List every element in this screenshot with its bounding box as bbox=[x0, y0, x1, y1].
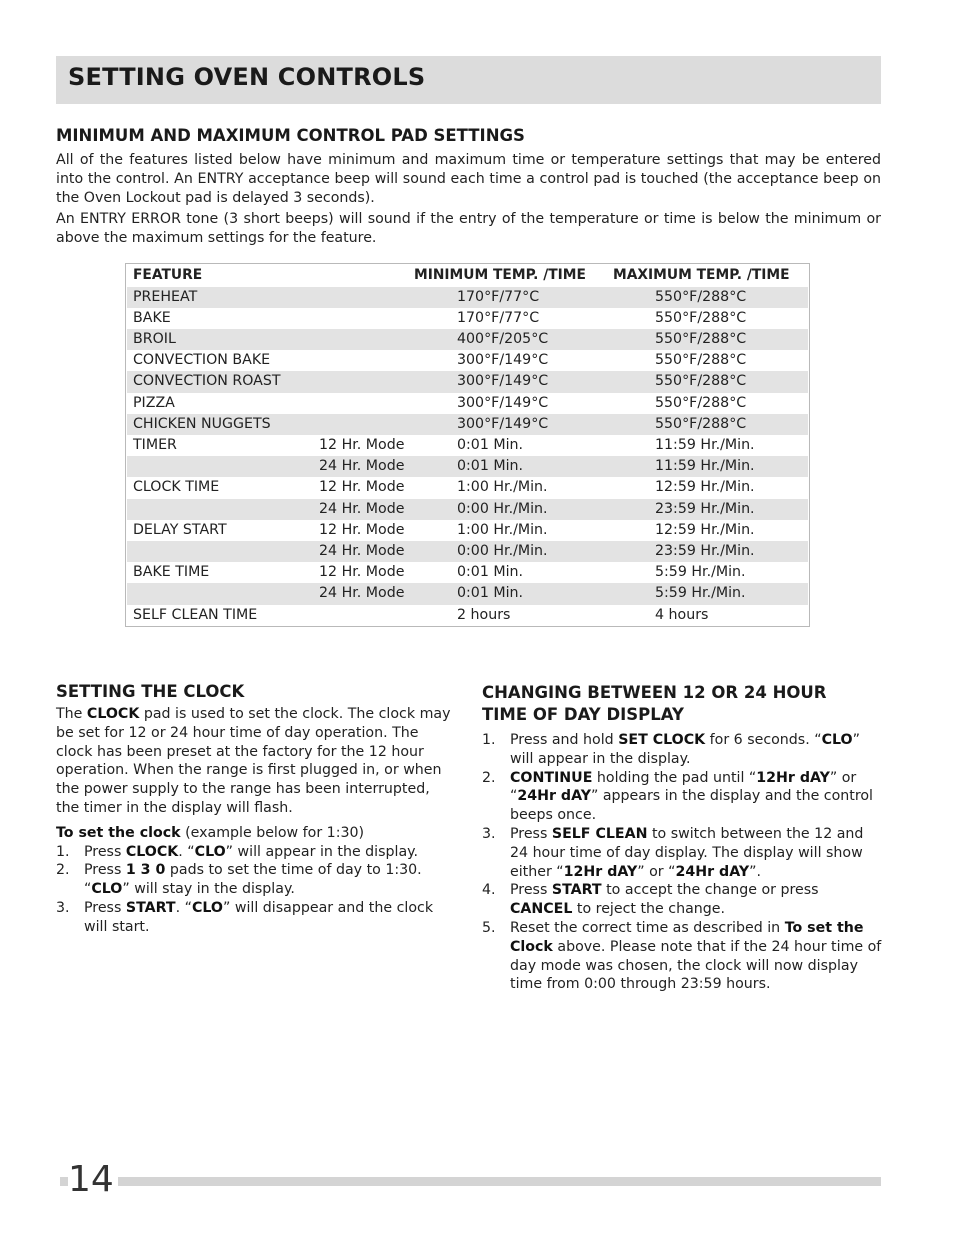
table-row bbox=[127, 541, 808, 562]
to-set-clock-subhead bbox=[56, 824, 456, 843]
maximum-cell: 550°F/288°C bbox=[655, 288, 747, 305]
table-row bbox=[127, 329, 808, 350]
maximum-cell: 12:59 Hr./Min. bbox=[655, 479, 755, 496]
setting-clock-heading: SETTING THE CLOCK bbox=[56, 682, 245, 701]
list-item bbox=[56, 899, 456, 937]
bold-text: CLO bbox=[194, 843, 226, 860]
minimum-cell: 300°F/149°C bbox=[457, 352, 549, 369]
bold-text: SELF CLEAN bbox=[551, 825, 648, 842]
text: ” will stay in the display. bbox=[122, 881, 295, 898]
changing-display-section bbox=[482, 682, 882, 994]
text: ”. bbox=[749, 863, 761, 880]
minimum-cell: 0:01 Min. bbox=[457, 564, 524, 581]
table-row bbox=[127, 393, 808, 414]
step-number: 2. bbox=[482, 769, 496, 786]
bold-text: 12Hr dAY bbox=[756, 769, 830, 786]
table-row bbox=[127, 605, 808, 626]
minimum-cell: 300°F/149°C bbox=[457, 415, 549, 432]
settings-table bbox=[125, 263, 810, 627]
bold-text: 12Hr dAY bbox=[563, 863, 638, 880]
bold-text: CLO bbox=[821, 732, 853, 748]
header-feature: FEATURE bbox=[133, 267, 203, 283]
minimum-cell: 300°F/149°C bbox=[457, 394, 549, 411]
step-number: 3. bbox=[482, 825, 496, 842]
text: to accept the change or press bbox=[601, 882, 819, 899]
page-number: 14 bbox=[68, 1158, 118, 1202]
table-row bbox=[127, 435, 808, 456]
text: for 6 seconds. “ bbox=[705, 732, 822, 748]
mode-cell: 12 Hr. Mode bbox=[319, 564, 405, 581]
table-row bbox=[127, 414, 808, 435]
list-item bbox=[482, 881, 882, 919]
intro-paragraph-1: All of the features listed below have minimum and maximum time or temperature settings that may be entered into the control. An ENTRY acceptance beep will sound each time a control pad is touched (the acceptance beep on the Oven Lockout pad is delayed 3 seconds). bbox=[56, 152, 881, 206]
clock-steps bbox=[56, 843, 456, 937]
bold-text: CANCEL bbox=[510, 901, 573, 918]
maximum-cell: 550°F/288°C bbox=[655, 394, 747, 411]
text: Reset the correct time as described in bbox=[510, 919, 785, 936]
step-number: 4. bbox=[482, 882, 496, 899]
maximum-cell: 23:59 Hr./Min. bbox=[655, 500, 755, 517]
minimum-cell: 1:00 Hr./Min. bbox=[457, 521, 548, 538]
table-row bbox=[127, 350, 808, 371]
footer-bar bbox=[60, 1177, 881, 1186]
feature-cell: BAKE bbox=[133, 309, 171, 326]
step-number: 2. bbox=[56, 862, 70, 879]
feature-cell: CONVECTION ROAST bbox=[133, 373, 281, 390]
bold-text: 24Hr dAY bbox=[517, 788, 591, 805]
text: holding the pad until “ bbox=[592, 769, 757, 786]
text: ” or “ bbox=[637, 863, 676, 880]
minimum-cell: 300°F/149°C bbox=[457, 373, 549, 390]
mode-cell: 24 Hr. Mode bbox=[319, 585, 405, 602]
feature-cell: BAKE TIME bbox=[133, 564, 210, 581]
bold-text: SET CLOCK bbox=[618, 732, 706, 748]
changing-steps bbox=[482, 731, 882, 994]
feature-cell: CONVECTION BAKE bbox=[133, 352, 271, 369]
text: The bbox=[56, 706, 87, 722]
minimum-cell: 0:00 Hr./Min. bbox=[457, 500, 548, 517]
bold-text: START bbox=[125, 899, 176, 916]
maximum-cell: 550°F/288°C bbox=[655, 331, 747, 347]
text: pad is used to set the clock. The clock may be set for 12 or 24 hour time of day operation. The clock has been preset at the factory for the 12 hour operation. When the range is first plugged in, or when the power supply to the range has been interrupted, the timer in the display will flash. bbox=[56, 706, 451, 816]
bold-text: CONTINUE bbox=[510, 769, 593, 786]
header-minimum: MINIMUM TEMP. /TIME bbox=[414, 267, 586, 283]
text: pads to set the time of day to 1:30. “ bbox=[84, 862, 422, 898]
table-row bbox=[127, 371, 808, 392]
bold-text: 1 3 0 bbox=[125, 862, 166, 879]
table-row bbox=[127, 520, 808, 541]
bold-text: 24Hr dAY bbox=[675, 863, 750, 880]
text: ” will appear in the display. bbox=[510, 732, 860, 767]
text: Press and hold bbox=[510, 732, 619, 748]
feature-cell: BROIL bbox=[133, 331, 176, 347]
text: . “ bbox=[178, 843, 195, 860]
list-item bbox=[482, 731, 882, 769]
maximum-cell: 550°F/288°C bbox=[655, 309, 747, 326]
table-row bbox=[127, 287, 808, 308]
feature-cell: TIMER bbox=[133, 437, 177, 453]
maximum-cell: 11:59 Hr./Min. bbox=[655, 437, 755, 453]
step-number: 5. bbox=[482, 919, 496, 936]
table-row bbox=[127, 477, 808, 498]
subhead-rest: (example below for 1:30) bbox=[180, 824, 365, 841]
page-title: SETTING OVEN CONTROLS bbox=[68, 63, 426, 91]
table-row bbox=[127, 562, 808, 583]
mode-cell: 12 Hr. Mode bbox=[319, 521, 405, 538]
list-item bbox=[56, 843, 456, 862]
list-item bbox=[482, 919, 882, 994]
intro-section bbox=[56, 126, 881, 248]
table-row bbox=[127, 308, 808, 329]
feature-cell: SELF CLEAN TIME bbox=[133, 606, 258, 623]
text: ” or “ bbox=[510, 769, 857, 805]
mode-cell: 24 Hr. Mode bbox=[319, 458, 405, 475]
list-item bbox=[482, 825, 882, 881]
minimum-cell: 0:01 Min. bbox=[457, 585, 524, 602]
minimum-cell: 0:01 Min. bbox=[457, 437, 524, 453]
text: Press bbox=[84, 899, 126, 916]
maximum-cell: 5:59 Hr./Min. bbox=[655, 585, 746, 602]
maximum-cell: 550°F/288°C bbox=[655, 352, 747, 369]
maximum-cell: 550°F/288°C bbox=[655, 373, 747, 390]
setting-clock-section bbox=[56, 682, 456, 937]
bold-text: CLO bbox=[91, 881, 123, 898]
minimum-cell: 400°F/205°C bbox=[457, 331, 549, 347]
text: ” will disappear and the clock will start. bbox=[84, 899, 434, 935]
minimum-cell: 170°F/77°C bbox=[457, 309, 540, 326]
changing-display-heading bbox=[482, 682, 882, 726]
feature-cell: PIZZA bbox=[133, 394, 175, 411]
text: Press bbox=[510, 882, 552, 899]
step-number: 1. bbox=[482, 732, 496, 748]
text: above. Please note that if the 24 hour time of day mode was chosen, the clock will now display time from 0:00 through 23:59 hours. bbox=[510, 938, 882, 993]
section-header-bar bbox=[56, 56, 881, 104]
text: Press bbox=[84, 862, 126, 879]
maximum-cell: 11:59 Hr./Min. bbox=[655, 458, 755, 475]
mode-cell: 24 Hr. Mode bbox=[319, 543, 405, 559]
mode-cell: 12 Hr. Mode bbox=[319, 479, 405, 496]
feature-cell: DELAY START bbox=[133, 521, 227, 538]
text: Press bbox=[510, 825, 552, 842]
bold-text: To set the Clock bbox=[510, 919, 864, 955]
feature-cell: PREHEAT bbox=[133, 288, 198, 305]
table-row bbox=[127, 583, 808, 604]
setting-clock-paragraph bbox=[56, 705, 456, 818]
text: . “ bbox=[175, 899, 192, 916]
clock-pad-name: CLOCK bbox=[86, 706, 140, 722]
minimum-cell: 170°F/77°C bbox=[457, 288, 540, 305]
feature-cell: CHICKEN NUGGETS bbox=[133, 415, 271, 432]
table-row bbox=[127, 456, 808, 477]
maximum-cell: 550°F/288°C bbox=[655, 415, 747, 432]
maximum-cell: 4 hours bbox=[655, 606, 709, 623]
feature-cell: CLOCK TIME bbox=[133, 479, 220, 496]
text: ” appears in the display and the control beeps once. bbox=[510, 788, 873, 824]
maximum-cell: 12:59 Hr./Min. bbox=[655, 521, 755, 538]
text: to reject the change. bbox=[572, 901, 725, 918]
heading-line: TIME OF DAY DISPLAY bbox=[482, 705, 684, 724]
intro-paragraph-2: An ENTRY ERROR tone (3 short beeps) will sound if the entry of the temperature or time is below the minimum or above the maximum settings for the feature. bbox=[56, 211, 881, 247]
step-number: 3. bbox=[56, 899, 70, 916]
text: to switch between the 12 and 24 hour time of day display. The display will show either “ bbox=[510, 825, 864, 880]
mode-cell: 12 Hr. Mode bbox=[319, 437, 405, 453]
minimum-cell: 0:00 Hr./Min. bbox=[457, 543, 548, 559]
list-item bbox=[56, 861, 456, 899]
step-number: 1. bbox=[56, 843, 70, 860]
table-header-row bbox=[127, 265, 808, 286]
maximum-cell: 5:59 Hr./Min. bbox=[655, 564, 746, 581]
text: Press bbox=[84, 843, 126, 860]
list-item bbox=[482, 769, 882, 825]
bold-text: START bbox=[551, 882, 602, 899]
subhead-bold: To set the clock bbox=[56, 824, 181, 841]
heading-line: CHANGING BETWEEN 12 OR 24 HOUR bbox=[482, 683, 827, 702]
text: ” will appear in the display. bbox=[225, 843, 419, 860]
minimum-cell: 0:01 Min. bbox=[457, 458, 524, 475]
intro-heading: MINIMUM AND MAXIMUM CONTROL PAD SETTINGS bbox=[56, 126, 525, 145]
header-maximum: MAXIMUM TEMP. /TIME bbox=[613, 267, 790, 283]
bold-text: CLO bbox=[191, 899, 223, 916]
minimum-cell: 1:00 Hr./Min. bbox=[457, 479, 548, 496]
mode-cell: 24 Hr. Mode bbox=[319, 500, 405, 517]
maximum-cell: 23:59 Hr./Min. bbox=[655, 543, 755, 559]
table-row bbox=[127, 499, 808, 520]
bold-text: CLOCK bbox=[125, 843, 179, 860]
minimum-cell: 2 hours bbox=[457, 606, 511, 623]
